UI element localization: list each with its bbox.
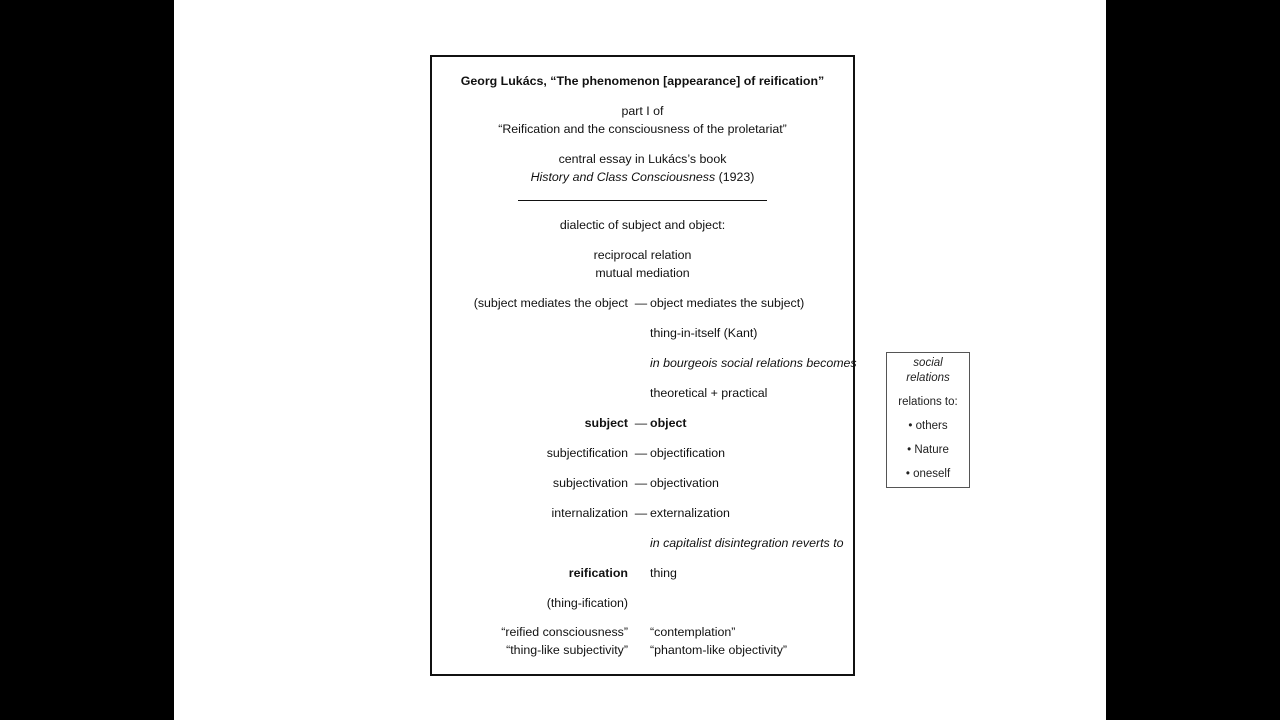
thing-like-subjectivity-text: “thing-like subjectivity”	[506, 643, 628, 657]
subjectivation-text: subjectivation	[552, 476, 628, 490]
contemplation-text: “contemplation”	[650, 625, 736, 639]
theoretical-practical-text: theoretical + practical	[650, 386, 768, 400]
document-box	[430, 55, 855, 676]
book-title: History and Class Consciousness	[530, 170, 716, 184]
dash-separator: —	[634, 446, 648, 460]
dialectic-heading: dialectic of subject and object:	[559, 218, 726, 232]
internalization-text: internalization	[551, 506, 628, 520]
bourgeois-relations-text: in bourgeois social relations becomes	[650, 356, 857, 370]
part-line-1: part I of	[621, 104, 664, 118]
side-title-line-2: relations	[906, 372, 950, 384]
book-year: (1923)	[715, 170, 755, 184]
reified-consciousness-text: “reified consciousness”	[501, 625, 628, 639]
book-line	[432, 168, 853, 186]
dash-separator: —	[634, 416, 648, 430]
dash-separator: —	[634, 506, 648, 520]
subject-label: subject	[584, 416, 628, 430]
objectivation-text: objectivation	[650, 476, 719, 490]
side-item-oneself: • oneself	[905, 468, 951, 480]
subject-mediates-text: (subject mediates the object	[473, 296, 628, 310]
part-line-2: “Reification and the consciousness of the proletariat”	[498, 122, 787, 136]
divider-rule	[518, 200, 767, 201]
side-item-nature: • Nature	[907, 444, 949, 456]
capitalist-disintegration-text: in capitalist disintegration reverts to	[650, 536, 844, 550]
externalization-text: externalization	[650, 506, 730, 520]
object-label: object	[650, 416, 687, 430]
phantom-like-objectivity-text: “phantom-like objectivity”	[650, 643, 788, 657]
dash-separator: —	[634, 296, 648, 310]
document-title: Georg Lukács, “The phenomenon [appearance] of reification”	[460, 74, 825, 88]
subjectification-text: subjectification	[546, 446, 628, 460]
objectification-text: objectification	[650, 446, 726, 460]
thingification-text: (thing-ification)	[546, 596, 628, 610]
dash-separator: —	[634, 476, 648, 490]
essay-line-1: central essay in Lukács’s book	[558, 152, 727, 166]
social-relations-box	[886, 352, 970, 488]
side-title-line-1: social	[913, 357, 943, 369]
relations-to-label: relations to:	[898, 396, 958, 408]
reification-label: reification	[568, 566, 628, 580]
thing-in-itself-text: thing-in-itself (Kant)	[650, 326, 758, 340]
thing-text: thing	[650, 566, 677, 580]
mutual-mediation: mutual mediation	[595, 266, 690, 280]
side-item-others: • others	[908, 420, 948, 432]
reciprocal-relation: reciprocal relation	[593, 248, 692, 262]
object-mediates-text: object mediates the subject)	[650, 296, 805, 310]
